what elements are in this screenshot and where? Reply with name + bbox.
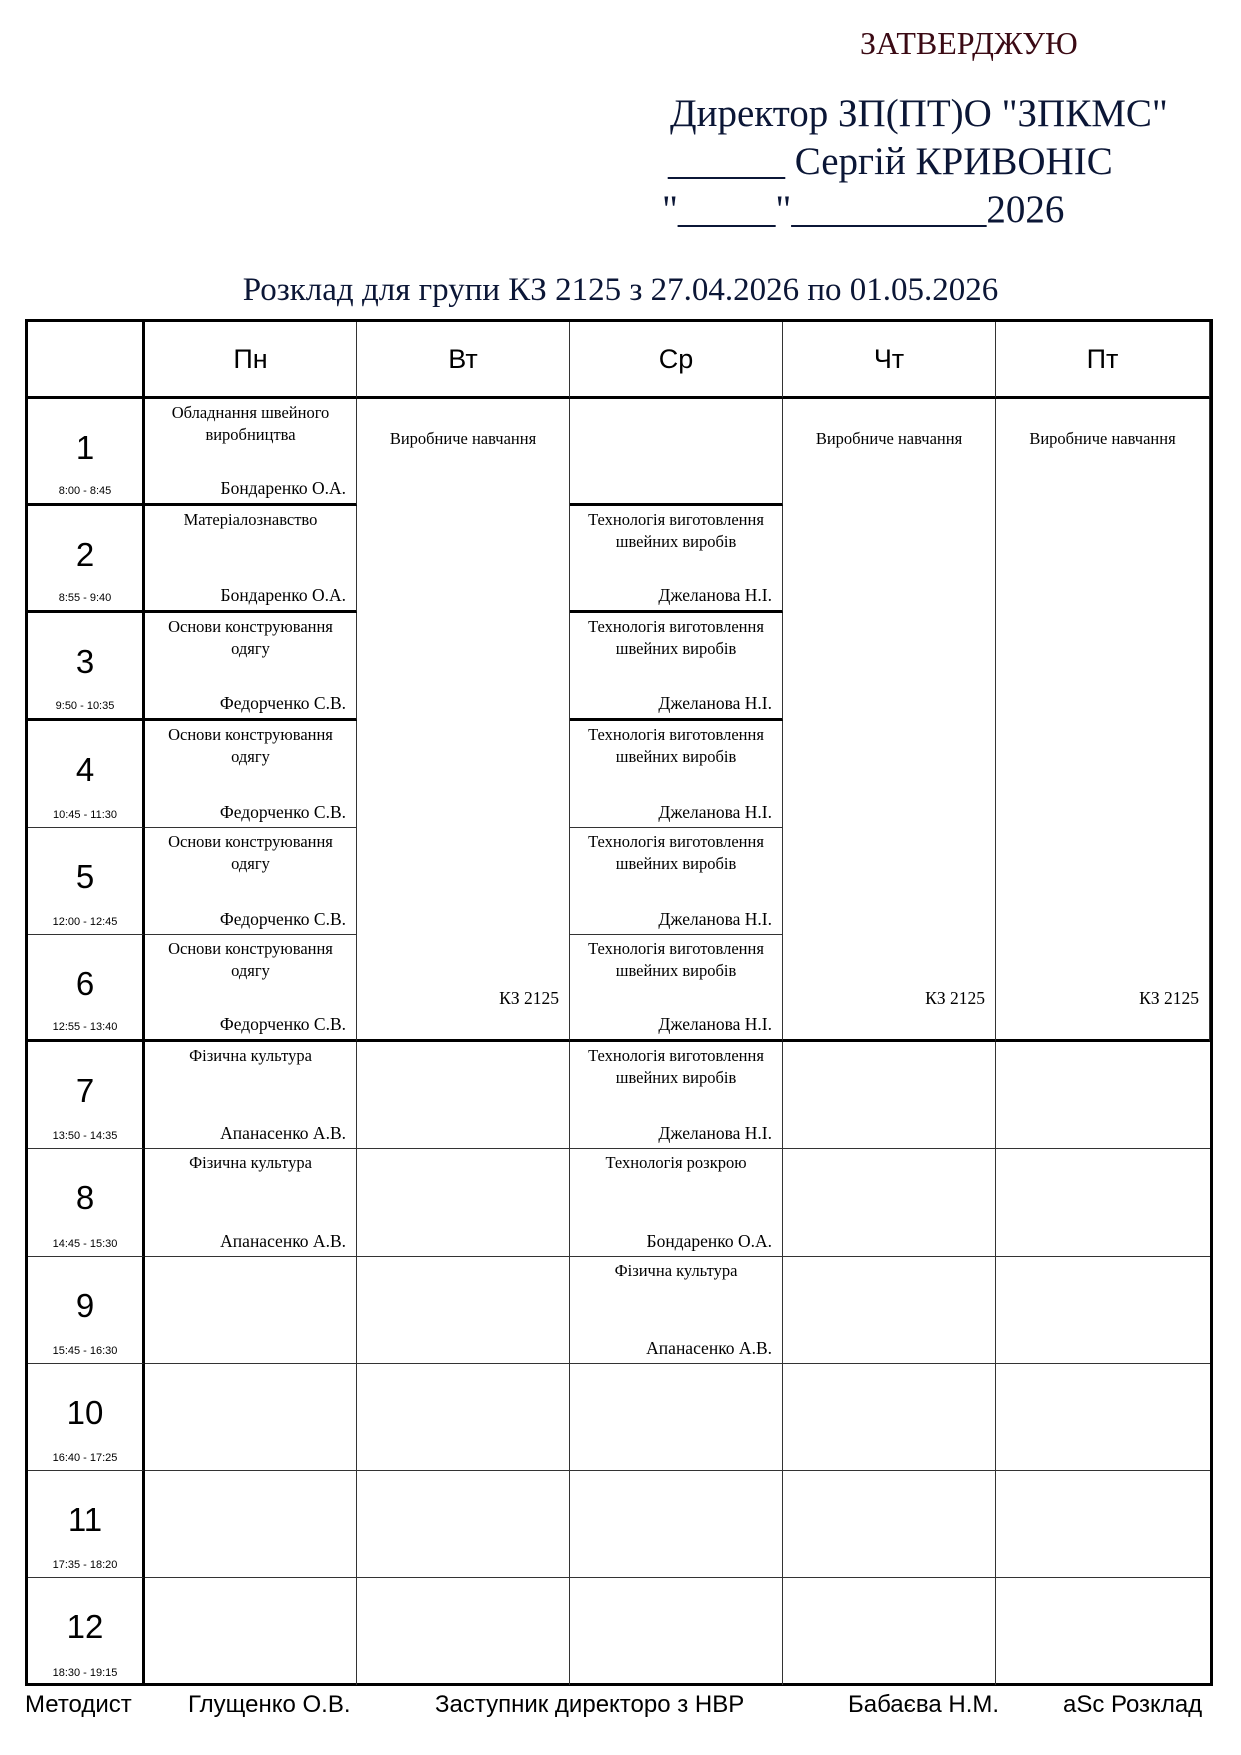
footer-software: aSc Розклад [1063, 1691, 1203, 1718]
lesson-cell[interactable] [145, 721, 357, 828]
empty-lesson-cell[interactable] [145, 1257, 357, 1364]
empty-lesson-cell[interactable] [783, 1471, 996, 1578]
lesson-teacher: Федорченко С.В. [219, 1014, 346, 1035]
period-cell [28, 1042, 145, 1149]
day-header-2: Вт [357, 322, 570, 399]
lesson-teacher: Федорченко С.В. [219, 908, 346, 929]
lesson-subject: Виробниче навчання [1029, 429, 1176, 448]
empty-lesson-cell[interactable] [996, 1149, 1210, 1256]
lesson-subject: Технологія виготовлення швейних виробів [588, 939, 764, 980]
lesson-cell[interactable] [570, 1042, 783, 1149]
empty-lesson-cell[interactable] [357, 1257, 570, 1364]
lesson-subject: Технологія розкрою [605, 1153, 747, 1173]
period-number: 7 [75, 1072, 95, 1110]
lesson-subject: Фізична культура [189, 1153, 312, 1173]
empty-lesson-cell[interactable] [570, 1578, 783, 1685]
lesson-subject: Технологія виготовлення швейних виробів [588, 510, 764, 552]
lesson-teacher: Джеланова Н.І. [658, 801, 772, 822]
period-number: 6 [75, 965, 95, 1002]
lesson-subject: Технологія виготовлення швейних виробів [588, 1046, 764, 1088]
lesson-cell[interactable] [570, 828, 783, 935]
empty-lesson-cell[interactable] [570, 1364, 783, 1471]
period-time: 16:40 - 17:25 [52, 1451, 118, 1464]
merged-lesson-block[interactable] [783, 399, 996, 1042]
period-number: 1 [75, 429, 95, 466]
lesson-cell[interactable] [570, 613, 783, 720]
director-title: Директор ЗП(ПТ)О "ЗПКМС" [670, 92, 1168, 135]
empty-lesson-cell[interactable] [783, 1042, 996, 1149]
lesson-group: КЗ 2125 [499, 988, 559, 1009]
day-header-4: Чт [783, 322, 996, 399]
lesson-teacher: Апанасенко А.В. [220, 1230, 346, 1251]
period-cell [28, 1578, 145, 1685]
period-time: 8:00 - 8:45 [58, 485, 112, 498]
lesson-group: КЗ 2125 [1139, 988, 1199, 1009]
empty-lesson-cell[interactable] [357, 1149, 570, 1256]
lesson-cell[interactable] [570, 721, 783, 828]
period-time: 12:55 - 13:40 [52, 1021, 118, 1034]
lesson-teacher: Джеланова Н.І. [658, 692, 772, 713]
lesson-subject: Основи конструювання одягу [168, 617, 333, 659]
lesson-teacher: Апанасенко А.В. [220, 1123, 346, 1144]
header-corner-cell [28, 322, 145, 399]
lesson-subject: Технологія виготовлення швейних виробів [588, 617, 764, 659]
lesson-teacher: Джеланова Н.І. [658, 1123, 772, 1144]
lesson-teacher: Бондаренко О.А. [220, 585, 346, 606]
lesson-cell[interactable] [570, 506, 783, 613]
period-time: 12:00 - 12:45 [52, 915, 118, 928]
period-cell [28, 1364, 145, 1471]
lesson-teacher: Федорченко С.В. [219, 801, 346, 822]
empty-lesson-cell[interactable] [783, 1149, 996, 1256]
day-header-5: Пт [996, 322, 1210, 399]
lesson-cell[interactable] [145, 506, 357, 613]
lesson-subject: Виробниче навчання [815, 429, 963, 448]
lesson-subject: Основи конструювання одягу [168, 939, 333, 980]
lesson-cell[interactable] [145, 399, 357, 506]
day-header-1: Пн [145, 322, 357, 399]
period-cell [28, 1149, 145, 1256]
approval-label: ЗАТВЕРДЖУЮ [860, 25, 1078, 61]
merged-lesson-block[interactable] [996, 399, 1210, 1042]
lesson-subject: Технологія виготовлення швейних виробів [588, 724, 764, 766]
empty-lesson-cell[interactable] [570, 1471, 783, 1578]
period-time: 9:50 - 10:35 [55, 699, 115, 712]
period-cell [28, 935, 145, 1042]
lesson-subject: Фізична культура [189, 1046, 312, 1066]
lesson-subject: Технологія виготовлення швейних виробів [588, 831, 764, 873]
period-time: 18:30 - 19:15 [52, 1667, 118, 1680]
period-cell [28, 399, 145, 506]
period-cell [28, 506, 145, 613]
empty-lesson-cell[interactable] [570, 399, 783, 506]
period-number: 8 [75, 1179, 95, 1217]
lesson-teacher: Бондаренко О.А. [220, 478, 346, 499]
period-number: 9 [75, 1286, 95, 1324]
lesson-group: КЗ 2125 [925, 988, 985, 1009]
period-time: 10:45 - 11:30 [52, 808, 117, 821]
period-time: 14:45 - 15:30 [52, 1237, 118, 1250]
empty-lesson-cell[interactable] [357, 1471, 570, 1578]
period-cell [28, 1257, 145, 1364]
lesson-teacher: Джеланова Н.І. [658, 1014, 772, 1035]
lesson-teacher: Федорченко С.В. [219, 692, 346, 713]
period-number: 5 [75, 857, 95, 895]
period-cell [28, 613, 145, 720]
period-number: 12 [66, 1608, 104, 1646]
lesson-subject: Матеріалознавство [183, 510, 318, 530]
empty-lesson-cell[interactable] [996, 1578, 1210, 1685]
approval-block [662, 90, 1210, 234]
lesson-teacher: Джеланова Н.І. [658, 585, 772, 606]
period-number: 4 [75, 750, 95, 788]
lesson-cell[interactable] [145, 613, 357, 720]
lesson-cell[interactable] [570, 935, 783, 1042]
day-header-3: Ср [570, 322, 783, 399]
period-number: 10 [66, 1393, 104, 1431]
period-time: 13:50 - 14:35 [52, 1130, 118, 1143]
lesson-cell[interactable] [145, 935, 357, 1042]
lesson-cell[interactable] [570, 1257, 783, 1364]
empty-lesson-cell[interactable] [357, 1578, 570, 1685]
period-time: 8:55 - 9:40 [58, 592, 112, 605]
empty-lesson-cell[interactable] [145, 1364, 357, 1471]
period-number: 3 [75, 643, 95, 681]
approval-date-line: "_____"__________2026 [662, 188, 1065, 231]
empty-lesson-cell[interactable] [145, 1471, 357, 1578]
empty-lesson-cell[interactable] [996, 1364, 1210, 1471]
empty-lesson-cell[interactable] [783, 1364, 996, 1471]
footer-deputy-label: Заступник директоро з НВР [435, 1691, 745, 1718]
lesson-subject: Основи конструювання одягу [168, 724, 333, 766]
period-number: 11 [67, 1501, 103, 1538]
empty-lesson-cell[interactable] [783, 1257, 996, 1364]
lesson-teacher: Бондаренко О.А. [646, 1230, 772, 1251]
empty-lesson-cell[interactable] [145, 1578, 357, 1685]
schedule-table [25, 319, 1213, 1686]
empty-lesson-cell[interactable] [357, 1042, 570, 1149]
footer-deputy-name: Бабаєва Н.М. [848, 1691, 1000, 1718]
footer-methodist-name: Глущенко О.В. [188, 1691, 351, 1718]
schedule-title: Розклад для групи КЗ 2125 з 27.04.2026 по 01.05.2026 [242, 272, 999, 308]
lesson-teacher: Джеланова Н.І. [658, 908, 772, 929]
empty-lesson-cell[interactable] [996, 1471, 1210, 1578]
period-cell [28, 721, 145, 828]
lesson-cell[interactable] [145, 1042, 357, 1149]
director-signature: ______ Сергій КРИВОНІС [668, 140, 1113, 183]
footer-methodist-label: Методист [25, 1691, 132, 1718]
period-cell [28, 828, 145, 935]
empty-lesson-cell[interactable] [996, 1042, 1210, 1149]
lesson-subject: Основи конструювання одягу [168, 831, 333, 873]
lesson-cell[interactable] [145, 1149, 357, 1256]
lesson-cell[interactable] [145, 828, 357, 935]
empty-lesson-cell[interactable] [996, 1257, 1210, 1364]
empty-lesson-cell[interactable] [357, 1364, 570, 1471]
merged-lesson-block[interactable] [357, 399, 570, 1042]
lesson-subject: Обладнання швейного виробництва [171, 403, 330, 444]
empty-lesson-cell[interactable] [783, 1578, 996, 1685]
lesson-teacher: Апанасенко А.В. [646, 1337, 772, 1358]
lesson-subject: Виробниче навчання [389, 429, 537, 448]
lesson-subject: Фізична культура [614, 1260, 738, 1280]
period-cell [28, 1471, 145, 1578]
period-time: 17:35 - 18:20 [52, 1559, 118, 1572]
period-time: 15:45 - 16:30 [52, 1344, 118, 1357]
lesson-cell[interactable] [570, 1149, 783, 1256]
period-number: 2 [75, 536, 95, 574]
